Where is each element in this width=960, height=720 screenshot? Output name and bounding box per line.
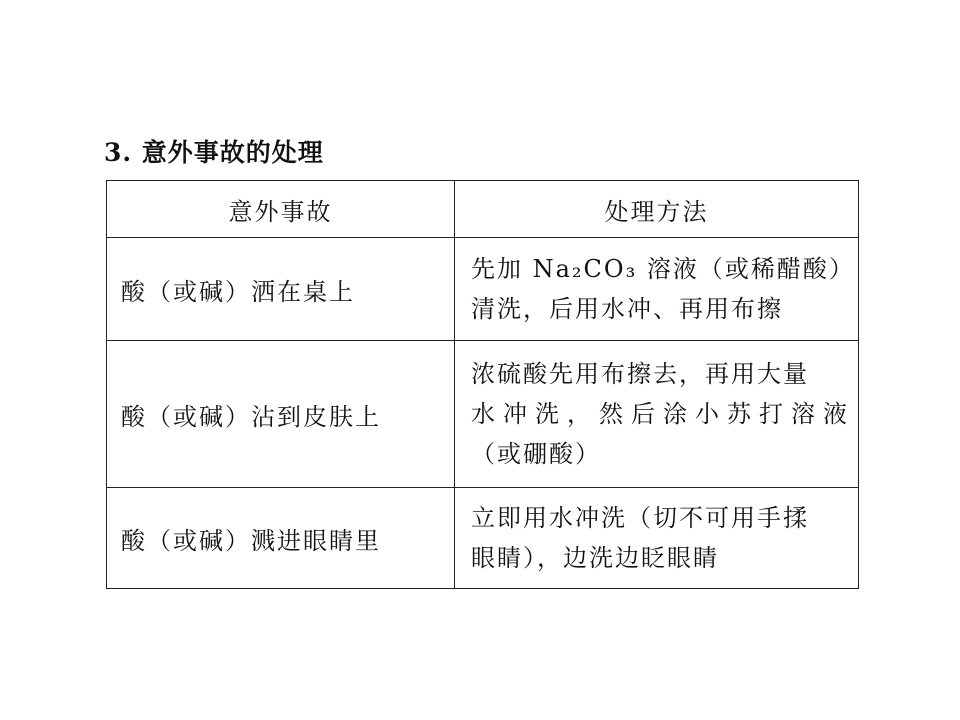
method-line: 眼睛），边洗边眨眼睛	[471, 544, 719, 572]
row-event: 酸（或碱）溅进眼睛里	[107, 488, 455, 589]
row-method	[455, 341, 859, 488]
method-line: 水冲洗，然后涂小苏打溶液	[471, 400, 855, 428]
table-header-row	[107, 181, 859, 238]
row-method	[455, 238, 859, 341]
table-row	[107, 238, 859, 341]
method-line: 立即用水冲洗（切不可用手揉	[471, 504, 809, 532]
header-accident: 意外事故	[107, 181, 455, 238]
row-method	[455, 488, 859, 589]
row-event: 酸（或碱）沾到皮肤上	[107, 341, 455, 488]
method-line: 清洗，后用水冲、再用布擦	[471, 295, 783, 323]
method-line: （或硼酸）	[471, 440, 601, 468]
row-event: 酸（或碱）洒在桌上	[107, 238, 455, 341]
accident-table	[106, 180, 858, 589]
method-line: 浓硫酸先用布擦去，再用大量	[471, 360, 809, 388]
method-line: 先加 Na₂CO₃ 溶液（或稀醋酸）	[471, 255, 855, 283]
section-title: 3. 意外事故的处理	[104, 138, 324, 167]
table-row	[107, 341, 859, 488]
header-method: 处理方法	[455, 181, 859, 238]
accident-handling-table	[106, 180, 859, 589]
table-row	[107, 488, 859, 589]
